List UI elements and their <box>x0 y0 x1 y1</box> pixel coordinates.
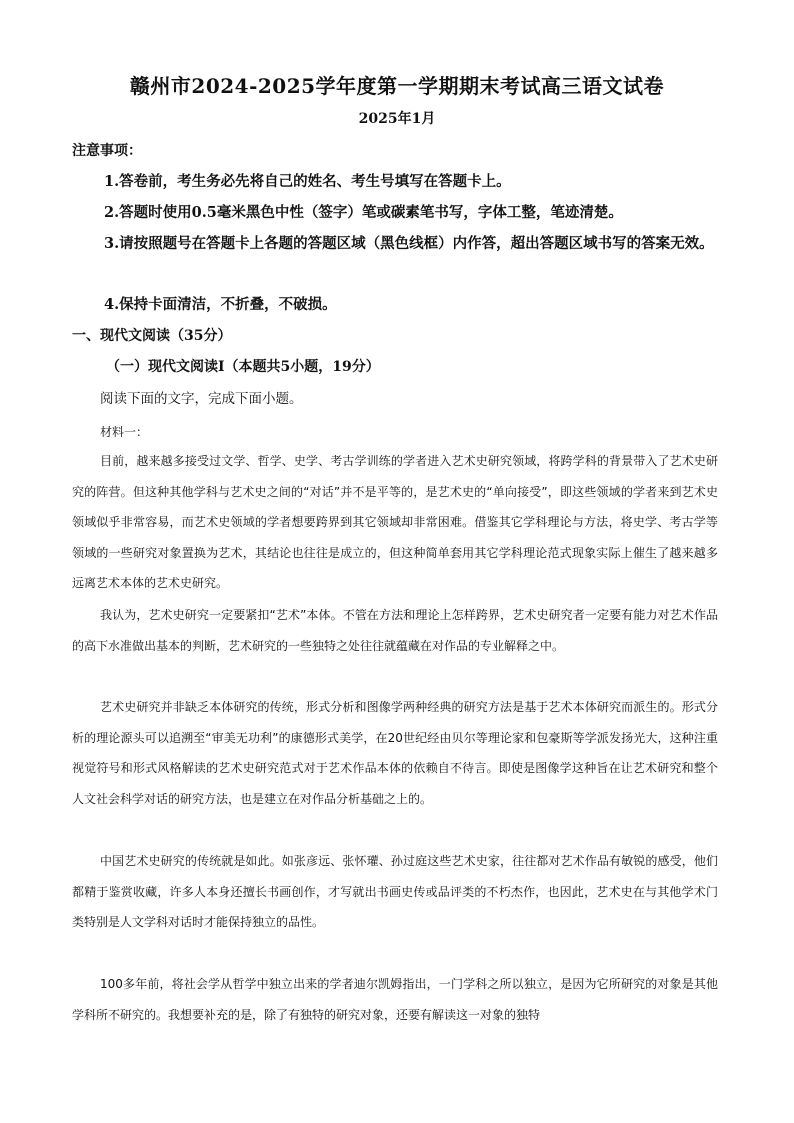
section-heading: 一、现代文阅读（35分） <box>72 328 232 344</box>
paragraph-5: 100多年前，将社会学从哲学中独立出来的学者迪尔凯姆指出，一门学科之所以独立，是因为它所研究的对象是其他学科所不研究的。我想要补充的是，除了有独特的研究对象，还要有解读这一对象的独特 <box>72 977 718 1022</box>
note-item-4: 4.保持卡面清洁，不折叠，不破损。 <box>104 296 337 313</box>
note-item-3: 3.请按照题号在答题卡上各题的答题区域（黑色线框）内作答，超出答题区域书写的答案无效。 <box>104 235 714 252</box>
paragraph-4: 中国艺术史研究的传统就是如此。如张彦远、张怀瓘、孙过庭这些艺术史家，往往都对艺术作品有敏锐的感受，他们都精于鉴赏收藏，许多人本身还擅长书画创作，才写就出书画史传或品评类的不朽杰作，也因此，艺术史在与其他学术门类特别是人文学科对话时才能保持独立的品性。 <box>72 854 718 929</box>
paragraph-1: 目前，越来越多接受过文学、哲学、史学、考古学训练的学者进入艺术史研究领域，将跨学科的背景带入了艺术史研究的阵营。但这种其他学科与艺术史之间的“对话”并不是平等的，是艺术史的“单向接受”，即这些领域的学者来到艺术史领域似乎非常容易，而艺术史领域的学者想要跨界到其它领域却非常困难。借鉴其它学科理论与方法，将史学、考古学等领域的一些研究对象置换为艺术，其结论也往往是成立的，但这种简单套用其它学科理论范式现象实际上催生了越来越多远离艺术本体的艺术史研究。 <box>72 454 718 590</box>
paragraph-2: 我认为，艺术史研究一定要紧扣“艺术”本体。不管在方法和理论上怎样跨界，艺术史研究者一定要有能力对艺术作品的高下水准做出基本的判断，艺术研究的一些独特之处往往就蕴藏在对作品的专业解释之中。 <box>72 608 718 653</box>
note-item-2: 2.答题时使用0.5毫米黑色中性（签字）笔或碳素笔书写，字体工整，笔迹清楚。 <box>104 204 623 221</box>
paragraph-3: 艺术史研究并非缺乏本体研究的传统，形式分析和图像学两种经典的研究方法是基于艺术本体研究而派生的。形式分析的理论源头可以追溯至“审美无功利”的康德形式美学，在20世纪经由贝尔等理论家和包豪斯等学派发扬光大，这种注重视觉符号和形式风格解读的艺术史研究范式对于艺术作品本体的依赖自不待言。即使是图像学这种旨在让艺术研究和整个人文社会科学对话的研究方法，也是建立在对作品分析基础之上的。 <box>72 700 718 806</box>
subsection-heading: （一）现代文阅读Ⅰ（本题共5小题，19分） <box>106 359 380 375</box>
material-label: 材料一： <box>100 425 149 439</box>
exam-date: 2025年1月 <box>358 111 436 127</box>
exam-title: 赣州市2024-2025学年度第一学期期末考试高三语文试卷 <box>129 74 665 98</box>
reading-instruction: 阅读下面的文字，完成下面小题。 <box>100 391 303 407</box>
note-item-1: 1.答卷前，考生务必先将自己的姓名、考生号填写在答题卡上。 <box>104 173 511 190</box>
notes-heading: 注意事项： <box>72 143 142 159</box>
